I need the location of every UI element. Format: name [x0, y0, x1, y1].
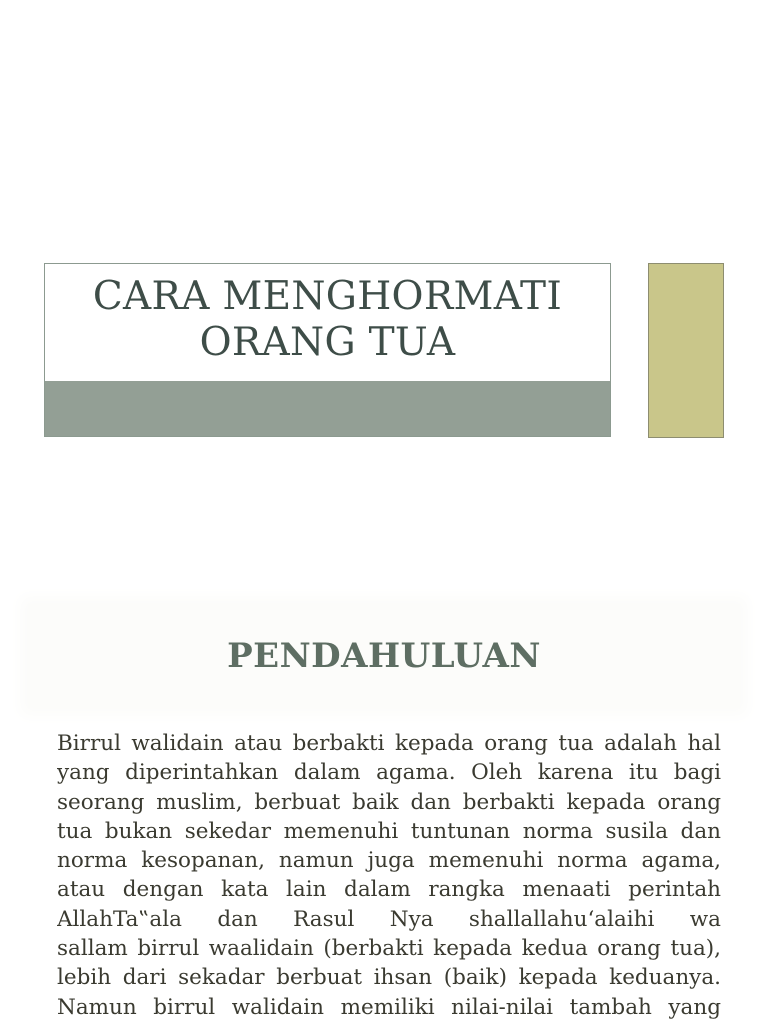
- accent-rectangle: [648, 263, 724, 438]
- paragraph-line: tua bukan sekedar memenuhi tuntunan norma susila dan: [57, 818, 721, 844]
- title-box: [44, 263, 611, 437]
- paragraph-line: AllahTa‟ala dan Rasul Nya shallallahu‘alaihi wa: [57, 906, 721, 932]
- title-line-2: ORANG TUA: [199, 320, 456, 365]
- title-line-1: CARA MENGHORMATI: [92, 274, 563, 319]
- paragraph-line: norma kesopanan, namun juga memenuhi norma agama,: [57, 848, 721, 874]
- paragraph-line: sallam birrul waalidain (berbakti kepada kedua orang tua),: [57, 936, 721, 962]
- paragraph-line: lebih dari sekadar berbuat ihsan (baik) kepada keduanya.: [57, 965, 721, 991]
- paragraph-line: Birrul walidain atau berbakti kepada orang tua adalah hal: [57, 731, 721, 756]
- paragraph-line: atau dengan kata lain dalam rangka menaati perintah: [57, 877, 721, 903]
- paragraph-line: Namun birrul walidain memiliki nilai-nilai tambah yang: [57, 994, 721, 1020]
- document-title: [45, 274, 610, 366]
- paragraph-line: seorang muslim, berbuat baik dan berbakti kepada orang: [57, 789, 721, 815]
- title-band: [45, 381, 610, 436]
- paragraph-line: yang diperintahkan dalam agama. Oleh karena itu bagi: [57, 760, 721, 786]
- body-paragraph: [57, 729, 721, 1022]
- section-heading: PENDAHULUAN: [227, 636, 541, 676]
